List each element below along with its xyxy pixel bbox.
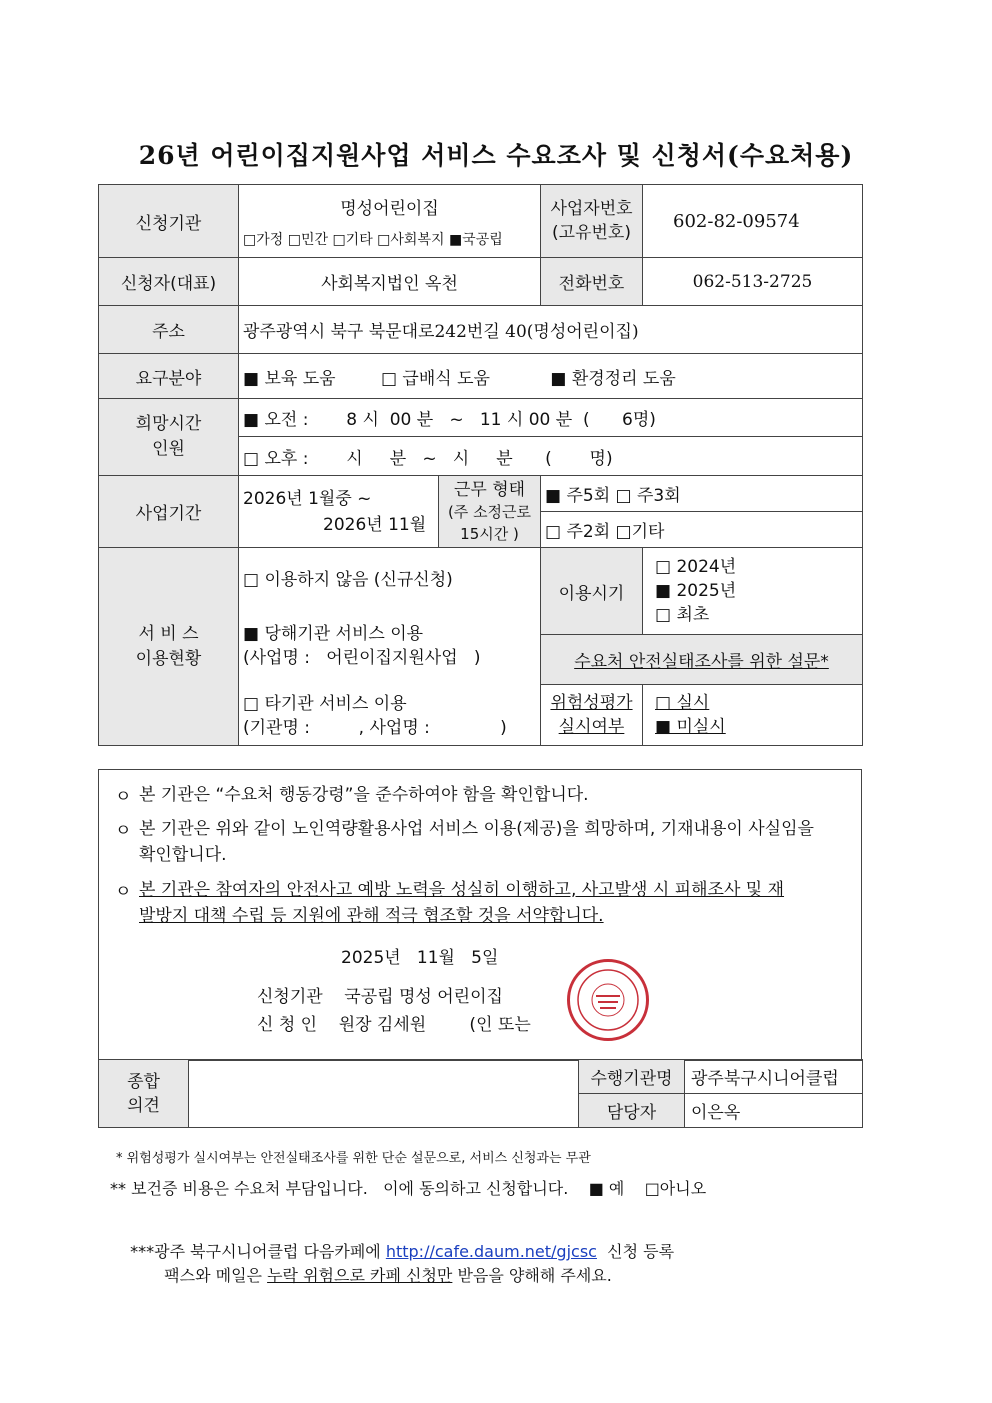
org-name: 명성어린이집 <box>340 198 439 219</box>
seal-stamp-icon <box>567 959 649 1041</box>
opinion-label: 종합 의견 <box>99 1060 189 1128</box>
bizno-label: 사업자번호 (고유번호) <box>541 185 643 258</box>
use-first-checkbox[interactable]: □ 최초 <box>655 605 710 625</box>
agency-label: 수행기관명 <box>579 1060 685 1094</box>
demand-meal-checkbox[interactable]: □ 급배식 도움 <box>380 368 490 389</box>
pledge-date: 2025년 11월 5일 <box>341 948 499 968</box>
org-type-checkboxes[interactable]: □가정 □민간 □기타 □사회복지 ■국공립 <box>243 231 503 248</box>
hope-label: 희망시간 인원 <box>99 399 239 476</box>
applicant-value[interactable]: 사회복지법인 옥천 <box>239 258 541 306</box>
work-type-label: 근무 형태 (주 소정근로 15시간 ) <box>439 476 541 548</box>
safety-survey-header: 수요처 안전실태조사를 위한 설문* <box>541 635 863 685</box>
note-health-cert[interactable]: ** 보건증 비용은 수요처 부담입니다. 이에 동의하고 신청합니다. ■ 예 □아니오 <box>110 1179 707 1198</box>
service-none-checkbox[interactable]: □ 이용하지 않음 (신규신청) <box>243 570 453 590</box>
service-this-name: (사업명 : 어린이집지원사업 ) <box>243 648 481 668</box>
note-fax: 팩스와 메일은 누락 위험으로 카페 신청만 받음을 양해해 주세요. <box>164 1266 612 1285</box>
pledge-person: 신 청 인 원장 김세원 (인 또는 <box>257 1015 531 1035</box>
risk-options <box>643 685 863 746</box>
use-time-options <box>643 548 863 635</box>
demand-label: 요구분야 <box>99 354 239 399</box>
period-value[interactable]: 2026년 1월중 ~ 2026년 11월 <box>239 476 439 548</box>
demand-care-checkbox[interactable]: ■ 보육 도움 <box>243 368 336 389</box>
risk-label: 위험성평가 실시여부 <box>541 685 643 746</box>
agency-value: 광주북구시니어클럽 <box>685 1060 863 1094</box>
applicant-label: 신청자(대표) <box>99 258 239 306</box>
note-risk: * 위험성평가 실시여부는 안전실태조사를 위한 단순 설문으로, 서비스 신청과는 무관 <box>116 1151 591 1166</box>
service-other-name: (기관명 : , 사업명 : ) <box>243 718 507 738</box>
service-this-checkbox[interactable]: ■ 당해기관 서비스 이용 <box>243 624 424 644</box>
org-label: 신청기관 <box>99 185 239 258</box>
risk-no-checkbox[interactable]: ■ 미실시 <box>655 717 726 737</box>
bullet: ㅇ <box>115 821 132 841</box>
opinion-field[interactable] <box>189 1060 579 1128</box>
work-option-row-2[interactable]: □ 주2회 □기타 <box>541 512 863 548</box>
pm-time-row[interactable]: □ 오후 : 시 분 ~ 시 분 ( 명) <box>239 437 863 476</box>
cafe-link[interactable]: http://cafe.daum.net/gjcsc <box>385 1242 597 1261</box>
page-title: 26년 어린이집지원사업 서비스 수요조사 및 신청서(수요처용) <box>138 141 854 170</box>
pledge-box: ㅇ 본 기관은 “수요처 행동강령”을 준수하여야 함을 확인합니다. ㅇ 본 기관은 위와 같이 노인역량활용사업 서비스 이용(제공)을 희망하며, 기재내용이 사실임을 확인합니다. ㅇ 본 기관은 참여자의 안전사고 예방 노력을 성실히 이행하고, 사고발생 시 피해조사 및 재 발방지 대책 수립 등 지원에 관해 적극 협조할 것을 서약합니다. 2025년 11월 5일 신청기관 국공립 명성 어린이집 신 청 인 원장 김세원 (인 또는 <box>98 769 862 1061</box>
service-status <box>239 548 541 746</box>
address-value[interactable]: 광주광역시 북구 북문대로242번길 40(명성어린이집) <box>239 306 863 354</box>
application-form-table <box>98 184 863 746</box>
manager-label: 담당자 <box>579 1094 685 1128</box>
phone-value[interactable]: 062-513-2725 <box>643 258 863 306</box>
summary-table <box>98 1059 863 1128</box>
service-label: 서 비 스 이용현황 <box>99 548 239 746</box>
period-label: 사업기간 <box>99 476 239 548</box>
demand-options <box>239 354 863 399</box>
bizno-value[interactable]: 602-82-09574 <box>643 185 863 258</box>
pledge-org: 신청기관 국공립 명성 어린이집 <box>257 987 503 1007</box>
use-2025-checkbox[interactable]: ■ 2025년 <box>655 581 737 601</box>
use-2024-checkbox[interactable]: □ 2024년 <box>655 557 737 577</box>
address-label: 주소 <box>99 306 239 354</box>
phone-label: 전화번호 <box>541 258 643 306</box>
risk-yes-checkbox[interactable]: □ 실시 <box>655 693 710 713</box>
note-cafe: ***광주 북구시니어클럽 다음카페에 http://cafe.daum.net/gjcsc 신청 등록 <box>130 1242 675 1261</box>
bullet: ㅇ <box>115 787 132 807</box>
demand-cleaning-checkbox[interactable]: ■ 환경정리 도움 <box>550 368 676 389</box>
am-time-row[interactable]: ■ 오전 : 8 시 00 분 ~ 11 시 00 분 ( 6명) <box>239 399 863 437</box>
use-time-label: 이용시기 <box>541 548 643 635</box>
manager-value: 이은옥 <box>685 1094 863 1128</box>
bullet: ㅇ <box>115 882 132 902</box>
service-other-checkbox[interactable]: □ 타기관 서비스 이용 <box>243 694 407 714</box>
org-cell <box>239 185 541 258</box>
work-option-row-1[interactable]: ■ 주5회 □ 주3회 <box>541 476 863 512</box>
